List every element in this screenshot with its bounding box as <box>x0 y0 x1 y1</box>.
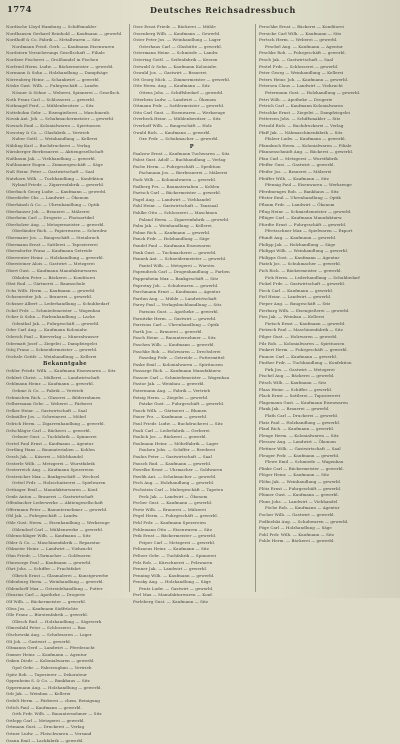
directory-entry: Pachmann Jos. — Bierbrauerei — Mälzerei <box>139 170 228 176</box>
directory-entry: Oehlert Christ. — Müllerei — Landwirtschaft <box>6 374 100 380</box>
directory-entry: Pilz Rob. — Kolonialwaren — Spirituosen <box>259 340 345 346</box>
directory-entry: Pluns Johs. — Landwirt — Viehhandel <box>259 498 338 504</box>
directory-entry: Novak Ant. Joh. — Schuhmachermeister — gewerbl. <box>6 116 115 122</box>
directory-entry: Peetz Wilh. — Brauerei — Mälzerei <box>133 506 206 512</box>
directory-entry: Pasch Heinr. — Bauunternehmer — Sitz <box>133 335 216 341</box>
directory-entry: Pesch Jak. — Gastwirtschaft — Saal <box>259 56 334 62</box>
directory-entry: Oxe Frdr. — Schuhmacher — gewerbl. <box>139 136 219 142</box>
directory-entry: Plötz Ernst — Fuhrgeschäft — gewerbl. <box>259 485 342 491</box>
directory-entry: Paschen Wilh. — Kaufmann — gewerbl. <box>133 341 215 347</box>
directory-entry: Pfister Emil — Uhrenhandlung — Optik <box>259 195 341 201</box>
directory-entry: Pahl Heinr. — Gastwirtschaft — Tanzsaal <box>133 203 218 209</box>
directory-entry: Peck Jak. — Landwirt — Ökonom <box>139 493 208 499</box>
directory-entry: Olt Joh. — Gastwirt — gewerbl. <box>6 638 72 644</box>
directory-entry: Pelz Rob. — Kürschnerei — Pelzwaren <box>133 559 213 565</box>
directory-entry: Pinther Frdr. — Tuchhandlung — Konfektion <box>259 360 352 366</box>
directory-entry: Plettner Wilh. — Gastwirtschaft — Saal <box>259 446 341 451</box>
directory-entry: Oster Peter Jos. — Weinhandlung — Lager <box>133 37 221 43</box>
directory-entry: Nuß Heinr. Peter — Gastwirtschaft — Saal <box>6 169 95 175</box>
directory-entry: Passow Carl — Schmiedemeister — Wagenbau <box>133 374 230 380</box>
column-3 <box>259 24 385 592</box>
directory-entry: Otto Carl Gust. — Eisenwaren — Werkzeuge <box>133 109 226 115</box>
directory-entry: Nösner & Söhne — Weberei, Spinnerei — Gesellsch. <box>12 89 121 95</box>
directory-entry: Olbrich Ernst — Glasmalerei — Kunstgewerbe <box>12 572 109 578</box>
directory-entry: Ohlendorf Carl — Mühlenwerke — gewerbl. <box>12 526 104 532</box>
directory-entry: Pferdmenges Rob. — Bankhaus — Sitz <box>259 188 339 194</box>
directory-entry: Peters Heinr. Joh. — Kaufmann — gewerbl. <box>259 76 349 82</box>
directory-entry: Peiper Carl — Metzgerei — gewerbl. <box>139 539 216 545</box>
directory-entry: Obersteiner Alois — Gastwirt — Metzgerei <box>6 261 95 267</box>
directory-entry: Olschewski Aug. — Schuhwaren — Lager <box>6 632 92 638</box>
directory-entry: Ohl Jak. — Fuhrgeschäft — Landw. <box>6 513 79 519</box>
directory-entry: Plöhn Jak. — Weinhandlung — gewerbl. <box>259 478 342 484</box>
directory-entry: Ohle Gust. Herm. — Eisenhandlung — Werkzeuge <box>6 519 110 525</box>
directory-entry: Passarge Rich. — Kaufmann Manufakturw. <box>133 368 222 374</box>
directory-entry: Normann & Sohn — Holzhandlung — Dampfsäge <box>6 70 108 76</box>
directory-entry: Perschke Ernst — Bäckerei — Konditorei <box>259 24 344 29</box>
directory-entry: Osterhaus Carl — Glashütte — gewerbl. <box>139 43 223 49</box>
directory-entry: Philipps Gust. — Kaufmann — Agentur <box>259 254 340 260</box>
directory-entry: Nuber Gottl. — Weinhandlung — Kellerei <box>12 136 98 142</box>
directory-entry: Paschke Rob. — Holzwaren — Drechslerei <box>133 348 221 354</box>
directory-entry: Plümer Gust. — Kaufmann — gewerbl. <box>259 492 339 498</box>
directory-entry: Peik Ernst — Bäckermeister — gewerbl. <box>133 533 217 539</box>
directory-entry: Oberndorfer Franz — Kaufmann Getreide <box>6 248 93 254</box>
directory-entry: Pieck Carl — Kaufmann — gewerbl. <box>259 287 334 293</box>
directory-entry: Nordstern Versicherungs Gesellschaft — Filiale <box>6 50 105 56</box>
directory-entry: Parey Paul — Verlagsbuchhandlung — Sitz <box>133 302 222 308</box>
directory-entry: Pecher Gust. — Kaufmann — gewerbl. <box>133 500 213 506</box>
directory-entry: Pehl Frdr. — Kaufmann Spezereien <box>133 519 206 525</box>
directory-entry: Patermann Aug. — Fabrik — Vertrieb <box>133 388 211 394</box>
directory-entry: Pieper Aug. — Baugeschäft — Sitz <box>259 300 331 306</box>
directory-entry: Nußbaum Jak. — Viehhandlung — gewerbl. <box>6 155 96 161</box>
directory-entry: Nothnagel Ferd. — Mühlenbesitzer — Sitz <box>6 103 94 109</box>
directory-entry: Ochsenreiter Joh. — Brauerei — gewerbl. <box>6 294 93 300</box>
directory-entry: Parisius Gust. — Apotheke — gewerbl. <box>139 308 219 314</box>
directory-entry: Petri Wilh. — Apotheke — Drogerie <box>259 96 333 102</box>
directory-entry: Pleuger Frdr. — Kaufmann — gewerbl. <box>259 452 340 458</box>
directory-entry: Parrisius Carl — Uhrenhandlung — Optik <box>133 322 219 328</box>
directory-entry: Nottebohm Gebr. — Eisengießerei — Maschinenb. <box>6 109 111 115</box>
directory-entry: Pietzsch Paul — Maschinenfabrik — Sitz <box>259 327 343 333</box>
directory-entry: Pischel Aug. — Bäckerei — gewerbl. <box>259 373 335 379</box>
directory-entry: Oelschläger Carl — Bäckerei — gewerbl. <box>6 427 91 433</box>
directory-entry: Olle Franz — Bürstenfabrik — gewerbl. <box>6 612 88 618</box>
directory-entry: Paalzow Ernst — Kaufmann Tuchwaren — Sitz <box>133 150 230 156</box>
directory-entry: Pöge Carl — Holzhandlung — Säge <box>259 525 332 531</box>
directory-entry: Oertel Paul Ernst — Kaufmann — Agentur <box>6 440 94 446</box>
directory-entry: Pfannenschmidt Aug. — Bäckerei — gewerbl. <box>259 149 354 155</box>
directory-entry: Pich Rich. — Bäckermeister — gewerbl. <box>259 267 342 273</box>
directory-entry: Nöske Gust. Wilh. — Fuhrgeschäft — Landw. <box>6 83 100 89</box>
directory-entry: Oelmüller Jos. — Schreinerei — Möbel <box>6 414 86 420</box>
directory-entry: Onken Diedr. — Kolonialwaren — gewerbl. <box>6 658 95 664</box>
directory-entry: Oppermann Aug. — Holzhandlung — gewerbl. <box>6 684 102 690</box>
directory-entry: Patzig Herm. — Ziegelei — gewerbl. <box>133 394 209 400</box>
directory-entry: Pabst Gust. Adolf — Buchhandlung — Verlag <box>133 157 226 163</box>
directory-entry: Opel Gebr. — Fahrzeugbau — Vertrieb <box>12 665 92 670</box>
directory-entry: Pegel Herm. — Fuhrgeschäft — gewerbl. <box>133 513 218 519</box>
directory-entry: Pantel Wilh. — Metzgerei — Wurstw. <box>139 262 216 268</box>
directory-entry: Persicke Carl Wilh. — Kaufmann — Sitz <box>259 30 342 36</box>
directory-entry: Oltmanns Gerd — Landwirt — Pferdezucht <box>6 645 95 651</box>
directory-entry: Oder Carl Aug. — Kaufmann Kolonialw. <box>6 327 88 333</box>
directory-entry: Philipp Jak. — Holzhandlung — Säge <box>259 241 336 247</box>
directory-entry: Pardun Aug. — Mühle — Landwirtschaft <box>133 295 217 301</box>
directory-entry: Pfeiffer Wilh. — Kaufmann — Sitz <box>259 175 329 181</box>
directory-entry: Paulus Peter — Gastwirtschaft — Saal <box>133 454 212 459</box>
directory-entry: Ochsner Albert — Lederhandlung — Schuhbedarf <box>6 300 110 306</box>
directory-entry: Plaas Heinr. — Schiffer — gewerbl. <box>259 386 333 392</box>
directory-entry: Ordelt Herm. — Färberei — chem. Reinigung <box>6 697 100 703</box>
directory-entry: Oelrich Herm. — Zigarrenhandlung — gewerbl. <box>6 421 105 427</box>
column-1-entries-after <box>6 368 124 744</box>
column-1-entries <box>6 24 124 360</box>
directory-entry: Pietsch Ernst — Kaufmann — gewerbl. <box>265 320 346 326</box>
directory-entry: Oberheim Carl — Drogerie — Photoartikel <box>6 215 95 221</box>
directory-entry: Nürnberger Bierbrauerei — Aktiengesellschaft <box>6 149 104 155</box>
column-rule <box>255 24 256 592</box>
directory-entry: Pehlemann Otto — Eisenwaren — Sitz <box>133 526 212 532</box>
directory-entry: Oehlmann Heinr. — Kaufmann — gewerbl. <box>6 381 94 387</box>
column-1 <box>6 24 124 743</box>
directory-entry: Paulick Jos. — Bäckerei — gewerbl. <box>133 434 207 440</box>
directory-entry: Peschke Rob. — Fuhrgeschäft — gewerbl. <box>259 50 346 56</box>
directory-entry: Odenthal Jak. — Fuhrgeschäft — gewerbl. <box>12 320 100 326</box>
directory-entry: Pfeifer Jos. — Brauerei — Mälzerei <box>259 169 332 175</box>
directory-entry: Nordhoff & Co. Fabrik — Metallwaren — Sitz <box>6 37 101 43</box>
directory-entry: Oberhänsli & Co. — Uhrenhandlung — Optik <box>6 202 100 208</box>
directory-entry: Nordsee Fischerei — Großhandel in Fischen <box>6 56 99 62</box>
directory-entry: Odoj Franz — Schneidermeister — gewerbl. <box>6 347 98 353</box>
directory-entry: Paske Emil — Kolonialwaren — Spirituosen <box>133 361 223 367</box>
directory-entry: Ostwald & Sohn — Kaufmann Kolonialw. <box>133 63 218 69</box>
directory-entry: Nyland Friedr. — Zigarrenfabrik — gewerbl. <box>12 182 105 188</box>
directory-entry: Pensky Aug. — Holzhandlung — Säge <box>133 579 211 585</box>
directory-entry: Ohlenschläger Wilh. — Kaufmann — Sitz <box>6 533 91 539</box>
directory-entry: Pflüger Carl — Kaufmann Manufakturw. <box>259 215 343 221</box>
directory-entry: Pinnow Carl — Kaufmann — gewerbl. <box>259 353 338 359</box>
directory-entry: Oldendorff Max — Getreidehandlung — Futter <box>6 585 103 591</box>
column-2 <box>133 24 251 605</box>
directory-entry: Nordmann Fried. Gerh. — Kaufmann Eisenwaren <box>12 43 115 49</box>
directory-entry: Pirk Jos. — Gastwirt — Metzgerei <box>265 366 335 372</box>
directory-entry: Oelbermann Gebr. — Weberei — Färberei <box>6 401 93 407</box>
directory-entry: Plöger Heinr. — Kaufmann — Sitz <box>259 472 330 478</box>
directory-entry: Papendieck Carl — Drogenhandlung — Farben <box>133 269 230 275</box>
directory-entry: Ochs Wilh. Herm. — Kaufmann — gewerbl. <box>6 287 96 293</box>
directory-entry: Pettersen Johs. — Schiffsmakler — Sitz <box>259 116 341 122</box>
directory-entry: Pelizaeus Heinr. — Kaufmann — Sitz <box>133 546 209 552</box>
directory-entry: Pflug Heinr. — Schmiedemeister — gewerbl. <box>259 208 352 214</box>
directory-entry: Offenbacher Lederwerke — Aktiengesellschaft <box>6 500 103 506</box>
directory-entry: Pilger Gust. — Holzwaren — gewerbl. <box>259 333 338 339</box>
directory-entry: Oelker Heinr. — Gastwirtschaft — Saal <box>6 407 87 413</box>
directory-entry: Paulsen Johs. — Schiffer — Reederei <box>139 447 216 453</box>
directory-entry: Oderich Paul — Bierverlag — Mineralwasser <box>6 333 99 339</box>
directory-entry: Paul Friedr. Ludw. — Buchdruckerei — Sitz <box>133 421 223 427</box>
directory-entry: Pappenheim Max — Bankgeschäft — Sitz <box>133 275 219 281</box>
directory-entry: Oertling Hans — Baumaterialien — Kohlen <box>6 447 95 453</box>
directory-entry: Philippi Wilh. — Weinhandlung — gewerbl. <box>259 248 349 254</box>
directory-entry: Palme Rich. — Kaufmann — gewerbl. <box>133 229 211 235</box>
directory-entry: Pfordte Ernst — Fuhrgeschäft — gewerbl. <box>259 221 347 227</box>
directory-entry: Pank Gust. — Tuchmacherei — gewerbl. <box>133 249 217 255</box>
directory-entry: Pestel Frdr. — Schlosserei — gewerbl. <box>259 63 339 69</box>
directory-entry: Pies Jak. — Weinbau — Kellerei <box>259 314 325 320</box>
directory-entry: Oettel Frdr. — Holzschnitzerei — Spielwaren <box>12 480 106 486</box>
directory-entry: Pickel Frdr. — Gastwirtschaft — gewerbl. <box>259 281 346 287</box>
directory-entry: Obermaier Jos. — Baugeschäft — Steinbruch <box>6 235 100 240</box>
directory-entry: Orb Jak. — Weinbau — Kellerei <box>6 691 71 697</box>
directory-entry: Orth Frdr. Wilh. — Bauunternehmer — Sitz <box>12 711 102 717</box>
directory-entry: Plank Jak. — Brauerei — gewerbl. <box>259 406 330 412</box>
directory-entry: Pannek Ant. — Schneidermeister — gewerbl. <box>133 256 227 262</box>
directory-entry: Parnitzke Herm. — Gastwirt — gewerbl. <box>133 315 217 321</box>
directory-entry: Pfannkuch Herm. — Kolonialwaren — Filiale <box>259 142 352 148</box>
directory-entry: Pawelke Ernst — Uhrmacher — Goldwaren <box>133 467 223 473</box>
directory-entry: Pfeffer Gust. — Gastwirt — gewerbl. <box>259 162 335 168</box>
directory-entry: Plessow Aug. — Landwirt — Ökonom <box>259 439 336 445</box>
directory-entry: Pöche Rob. — Kaufmann — Agentur <box>265 505 340 511</box>
directory-entry: Orlich Paul — Kaufmann — gewerbl. <box>6 704 82 710</box>
directory-entry: Pocher Wilh. — Gastwirt — gewerbl. <box>259 511 335 517</box>
directory-entry: Pack Wilh. — Kolonialwaren — gewerbl. <box>133 177 217 183</box>
directory-entry: Ommer Heinr. — Kaufmann — Agentur <box>6 651 87 657</box>
directory-entry: Pflaum Frdr. — Landwirt — Ökonom <box>259 202 335 208</box>
running-title: Deutsches Reichsadressbuch <box>150 5 296 15</box>
directory-entry: Pohle Herm. — Bäckerei — gewerbl. <box>259 538 335 544</box>
page-header <box>0 5 400 17</box>
column-2-entries-after <box>133 151 251 606</box>
directory-entry: Ottens Johs. — Schiffsbedarf — gewerbl. <box>139 89 224 95</box>
directory-entry: Oberländer Rich. — Papierwaren — Schreibw. <box>12 228 108 234</box>
directory-entry: Padberg Frz. — Baumaterialien — Kohlen <box>133 183 220 189</box>
directory-entry: Overbeck Heinr. — Mühlenbesitzer — Sitz <box>133 116 221 122</box>
directory-entry: Pausch Rud. — Kaufmann — gewerbl. <box>133 460 212 466</box>
directory-entry: Paulmann Heinr. — Möbelfabrik — Lager <box>133 440 219 446</box>
directory-entry: Petschke Ernst — Ziegelei — Dampfziegelei <box>259 109 350 115</box>
directory-entry: Oesterle Wilh. — Metzgerei — Wurstfabrik <box>6 460 95 466</box>
directory-entry: Pick Herm. — Lederhandlung — Schuhbedarf <box>265 274 360 280</box>
directory-entry: Perl Max — Manufakturwaren — Konf. <box>133 592 214 598</box>
directory-entry: Pawlik Ant. — Schuhmacher — gewerbl. <box>133 473 217 479</box>
directory-entry: Perleberg Gust. — Kaufmann — Sitz <box>133 599 209 605</box>
directory-entry: Oldenburg Herm. — Weinhandlung — gewerbl. <box>6 579 104 585</box>
directory-entry: Pfaff Jak. — Nähmaschinenfabrik — Sitz <box>259 129 343 135</box>
directory-entry: Otterbein Ludw. — Landwirt — Ökonom <box>133 96 216 102</box>
directory-entry: Oettinger Emil — Manufakturwaren — Konf. <box>6 486 99 492</box>
directory-entry: Plewe Emil — Schmiede — Wagenbau <box>265 459 344 465</box>
directory-entry: Nörrenberg Heinr. — Schankwirt — gewerbl. <box>6 76 100 82</box>
directory-entry: Ortlepp Carl — Metzgerei — gewerbl. <box>6 717 85 723</box>
directory-entry: Oestreicher Max — Bankgeschäft — Wechsel <box>6 473 100 479</box>
directory-entry: Odermatt Josef — Ziegelei — Dampfziegelei <box>6 340 98 346</box>
directory-entry: Plenge Herm. — Kolonialwaren — Sitz <box>259 432 339 438</box>
directory-entry: Otte Herm. Aug. — Kaufmann — Sitz <box>133 83 210 89</box>
directory-entry: Olearius Carl — Apotheke — Drogerie <box>6 592 86 598</box>
directory-entry: Ockel Frdr. — Schmiedemeister — Wagenbau <box>6 307 101 313</box>
directory-entry: Paetsch Carl — Bäckermeister — gewerbl. <box>133 190 222 196</box>
directory-entry: Opitz Rob. — Tapezierer — Dekorateur <box>6 671 88 677</box>
directory-entry: Pfretzschner Max — Spielwaren — Export <box>265 228 353 234</box>
directory-entry: Ostermann Heinr. — Schmiede — Landw. <box>133 50 219 56</box>
directory-entry: Oppenheim S. & Co. — Bankhaus — Sitz <box>6 678 90 684</box>
directory-entry: Pfau Carl — Metzgerei — Wurstfabrik <box>259 155 338 161</box>
directory-entry: Oehme & Co. — Fabrik — Vertrieb <box>12 388 84 394</box>
directory-entry: Owald Rich. — Kaufmann — gewerbl. <box>133 129 211 135</box>
directory-entry: Oehmichen Rich. — Glaserei — Bilderrahmen <box>6 394 101 400</box>
directory-entry: Olf Wilh. — Bäckermeister — gewerbl. <box>6 599 87 605</box>
directory-entry: Norfried Herm. Ludw. — Bäckermeister — gewerbl. <box>6 63 114 69</box>
directory-entry: Penner Jak. — Landwirt — gewerbl. <box>133 566 208 572</box>
directory-entry: Pechstein Carl — Malergeschäft — Tapeten <box>133 486 224 492</box>
directory-entry: Panck Frdr. — Holzhandlung — Säge <box>133 236 210 242</box>
directory-entry: Pfennig Paul — Eisenwaren — Werkzeuge <box>265 182 352 188</box>
directory-entry: Plack Ernst — Sattlerei — Tapeziererei <box>259 393 341 399</box>
directory-entry: Oswald Jos. — Gastwirt — Brauerei <box>133 70 207 76</box>
directory-entry: Nowack Emil — Kolonialwaren — Spirituosen <box>6 122 101 128</box>
directory-entry: Pertsch Herm. — Weberei — gewerbl. <box>259 37 338 43</box>
directory-entry: Plinke Carl — Bäckermeister — gewerbl. <box>259 465 344 471</box>
directory-entry: Offermann Peter — Bauunternehmer — gewerbl. <box>6 506 108 512</box>
directory-entry: Pandel Paul — Kaufmann Eisenwaren <box>133 243 211 248</box>
directory-entry: Pauer Frz. — Kaufmann — gewerbl. <box>133 414 208 420</box>
directory-entry: Piatek Jos. — Schuhmacher — gewerbl. <box>259 261 341 267</box>
directory-entry: Pfalzer Ludw. — Kaufmann — gewerbl. <box>265 136 346 142</box>
section-heading: P <box>189 143 195 150</box>
column-rule <box>129 24 130 592</box>
directory-entry: Plath Carl — Druckerei — gewerbl. <box>265 413 339 419</box>
directory-entry: Patzke Gust. — Fuhrgeschäft — gewerbl. <box>139 401 225 407</box>
directory-entry: Nordische Lloyd Hamburg — Schiffsmakler <box>6 24 97 29</box>
directory-entry: Pastor Jak. — Weinbau — gewerbl. <box>133 381 205 387</box>
directory-entry: Ossenberg Wilh. — Kaufmann — Gewerbl. <box>133 30 221 36</box>
directory-entry: Oberholzer Aug. — Metzgermeister — gewerbl. <box>6 221 105 227</box>
directory-entry: Nübling Karl — Buchdruckerei — Verlag <box>6 142 91 148</box>
directory-entry: Paprotny Joh. — Schuhwaren — gewerbl. <box>133 282 219 288</box>
directory-entry: Ollesch Rud. — Holzhandlung — Sägewerk <box>12 618 102 624</box>
directory-entry: Ohlmeier Heinr. — Landwirt — Viehzucht <box>6 546 93 552</box>
directory-entry: Ottmann Frdr. — Sattlermeister — gewerbl. <box>133 103 225 109</box>
directory-entry: Pahlke Otto — Schlosserei — Maschinen <box>133 210 218 216</box>
directory-entry: Pitsch Wilh. — Kaufmann — Sitz <box>259 380 327 386</box>
directory-entry: Plagemann Gust. — Kaufmann Eisenwaren <box>259 399 348 405</box>
directory-entry: Ocker & Sohn — Farbenhandlung — Lacke <box>6 314 96 320</box>
directory-entry: Ott Georg Mich. — Zimmermeister — gewerbl. <box>133 76 231 82</box>
directory-entry: Oberreuter Heinr. — Holzhandlung — gewerbl. <box>6 254 104 260</box>
directory-entry: Osse Ernst Friedr. — Bäckerei — Mühle <box>133 24 216 29</box>
directory-entry: Obst Rud. — Gärtnerei — Baumschule <box>6 281 86 287</box>
directory-entry: Pinkert Herm. — Fuhrgeschäft — gewerbl. <box>259 347 348 353</box>
directory-entry: Oberdörfer Chr. — Landwirt — Ökonom <box>6 195 89 201</box>
directory-entry: Noth Franz Carl — Schlosserei — gewerbl. <box>6 96 96 102</box>
directory-entry: Plaul Rich. — Kaufmann — gewerbl. <box>259 426 335 432</box>
directory-entry: Petrich Carl — Kaufmann Kolonialwaren <box>259 103 343 109</box>
directory-entry: Obladen Peter — Bäckerei — Konditorei <box>12 274 96 280</box>
directory-entry: Platz Paul — Holzhandlung — gewerbl. <box>259 419 341 425</box>
directory-entry: Ostertag Gottl. — Seifenfabrik — Kerzen <box>133 56 218 62</box>
directory-entry: Pierburg Wilh. — Eisengießerei — gewerbl. <box>259 307 350 313</box>
directory-entry: Ohnesorge Paul — Kaufmann — gewerbl. <box>6 559 92 565</box>
directory-entry: Oelsner Gust. — Tuchfabrik — Spinnerei <box>12 434 97 440</box>
directory-entry: Peltzer Gebr. — Tuchfabrik — Spinnerei <box>133 552 217 558</box>
directory-entry: Overhoff Wilh. — Baugeschäft — Holz <box>133 122 212 128</box>
directory-entry: Nordhausen Gerhard Reinhold — Kaufmann — gewerbl. <box>6 30 123 36</box>
directory-entry: Olmesdahl Peter — Schlosserei — Bau <box>6 625 86 631</box>
directory-entry: Pache Herm. — Fuhrgeschäft — Spedition <box>133 163 221 169</box>
directory-entry: Pauli Carl — Lederfabrik — Gerberei <box>133 427 210 433</box>
directory-entry: Oehler Friedr. Wilh. — Kaufmann Eisenwaren — Sitz <box>6 368 116 374</box>
directory-entry: Pentz Ludw. — Gastwirt — gewerbl. <box>139 585 214 591</box>
page-number: 1774 <box>7 5 32 15</box>
directory-entry: Ortner Ludw. — Fleischwaren — Versand <box>6 730 92 736</box>
directory-entry: Paland Herm. — Zigarrenfabrik — gewerbl. <box>139 216 230 222</box>
directory-entry: Osann Emil — Lackfabrik — gewerbl. <box>6 737 84 743</box>
directory-entry: Penning Wilh. — Kaufmann — gewerbl. <box>133 572 215 578</box>
directory-entry: Podbielski Aug. — Schuhwaren — gewerbl. <box>259 518 349 524</box>
directory-entry: Oliva Jos. — Kaufmann Südfrüchte <box>6 605 78 611</box>
column-3-entries <box>259 24 385 545</box>
directory-entry: Nußbaumer Eugen — Zimmergeschäft — Säge <box>6 162 103 168</box>
directory-entry: Oesterreich Aug. — Kaufmann Spezereien <box>6 467 94 473</box>
directory-entry: Ohler & Co. — Maschinenfabrik — Reparatur <box>6 539 101 545</box>
directory-entry: Obermann Ernst — Sattlerei — Tapeziererei <box>6 241 98 247</box>
directory-entry: Oexle Anton — Brauerei — Gastwirtschaft <box>6 493 94 499</box>
directory-entry: Pohl Frdr. Wilh. — Kaufmann — Sitz <box>259 531 335 537</box>
directory-entry: Ohm Friedr. — Uhrmacher — Goldwaren <box>6 552 91 558</box>
directory-entry: Ohrt Johs. — Schiffer — Frachtfahrt <box>6 566 81 572</box>
directory-entry: Nowotny & Co. — Glasfabrik — Vertrieb <box>6 129 90 135</box>
directory-entry: Oberbach Georg Ludw. — Kaufmann — gewerbl. <box>6 188 107 194</box>
directory-entry: Palm Jak. — Weinhandlung — Kellerei <box>133 223 212 229</box>
directory-entry: Oberhauser Joh. — Brauerei — Mälzerei <box>6 208 90 214</box>
directory-entry: Petersen Claus — Landwirt — Viehzucht <box>259 83 343 89</box>
directory-entry: Pfundt Aug. — Kaufmann — gewerbl. <box>259 235 337 240</box>
directory-entry: Pech Aug. — Holzhandlung — gewerbl. <box>133 480 215 486</box>
directory-entry: Oesch Jak. — Käserei — Milchhandel <box>6 454 83 459</box>
directory-entry: Parchmann Ernst — Kaufmann — Agentur <box>133 289 221 295</box>
column-2-entries <box>133 24 251 143</box>
directory-entry: Peschel Aug. — Kaufmann — Agentur <box>265 43 343 49</box>
directory-entry: Peter Georg — Weinhandlung — Kellerei <box>259 70 344 76</box>
directory-entry: Piel Heinr. — Landwirt — gewerbl. <box>259 294 332 300</box>
directory-entry: Nutzhorn Wilh. — Tuchhandlung — Konfektion <box>6 175 104 181</box>
directory-entry: Petermann Gust. — Holzhandlung — gewerbl. <box>265 89 361 95</box>
directory-entry: Ortmann Gust. — Druckerei — Verlag <box>6 724 85 730</box>
section-heading: Bekanntgabe <box>43 361 87 368</box>
directory-entry: Pauck Wilh. — Gärtnerei — Blumen <box>133 407 207 413</box>
directory-entry: Pagel Aug. — Landwirt — Viehhandel <box>133 196 211 202</box>
directory-entry: Pasedag Frdr. — Getreide — Futtermittel <box>139 355 225 361</box>
directory-entry: Parth Jos. — Brauerei — gewerbl. <box>133 328 203 334</box>
directory-entry: Petzold Rich. — Buchdruckerei — Verlag <box>259 122 344 128</box>
directory-entry: Obert Gust. — Kaufmann Manufakturwaren <box>6 267 97 273</box>
directory-entry: Oechsle Gottfr. — Weinhandlung — Kellerei <box>6 353 97 359</box>
